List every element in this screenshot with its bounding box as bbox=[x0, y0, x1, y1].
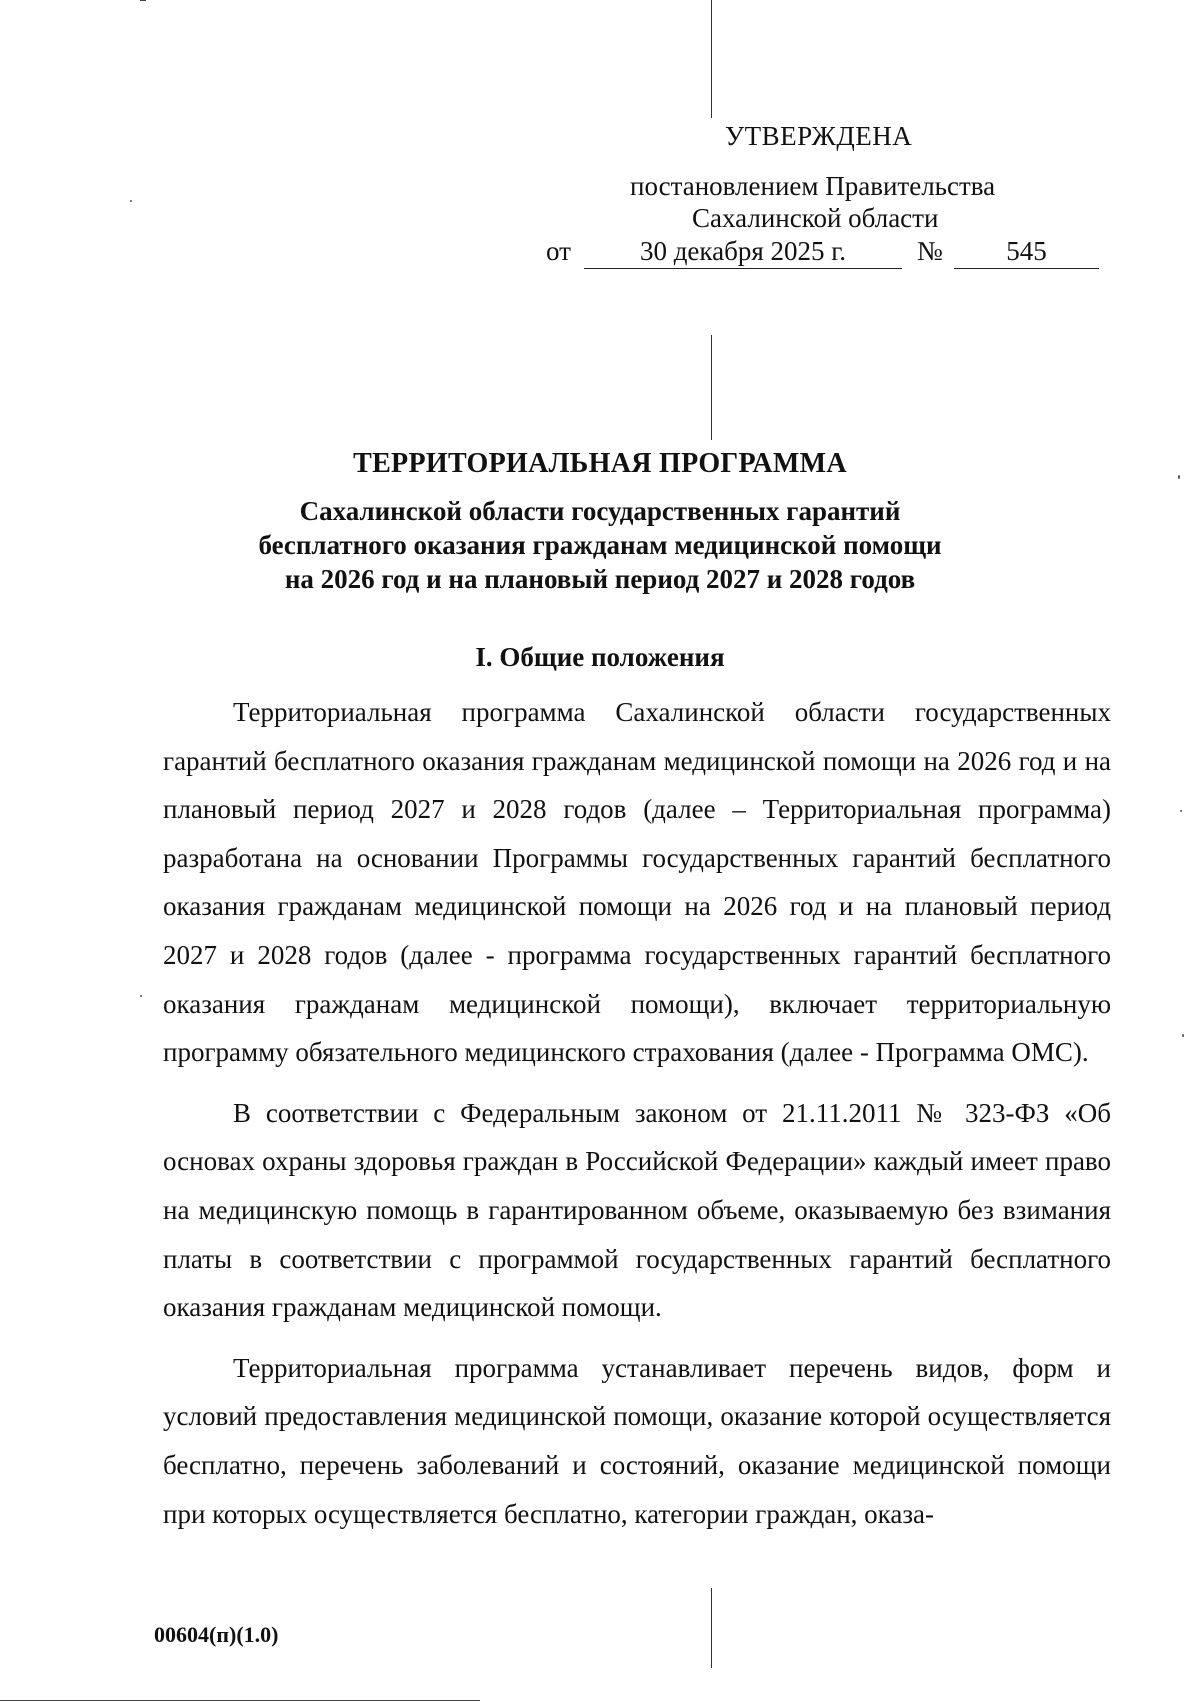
scan-edge-line bbox=[0, 1700, 480, 1701]
scan-fold-line bbox=[711, 1588, 712, 1668]
section-title: I. Общие положения bbox=[475, 642, 725, 672]
approval-date-row bbox=[546, 236, 1106, 270]
scan-speck bbox=[1182, 1034, 1184, 1037]
scan-speck bbox=[140, 995, 142, 997]
approval-title: УТВЕРЖДЕНА bbox=[725, 121, 913, 151]
document-title: ТЕРРИТОРИАЛЬНАЯ ПРОГРАММА bbox=[353, 448, 847, 479]
number-sign: № bbox=[917, 236, 943, 266]
date-prefix: от bbox=[546, 236, 571, 266]
scan-speck bbox=[130, 200, 132, 202]
scan-speck bbox=[1180, 810, 1182, 812]
approval-issuer-line-2: Сахалинской области bbox=[692, 203, 939, 233]
scan-fold-line bbox=[711, 0, 712, 118]
document-subtitle bbox=[0, 494, 1200, 596]
subtitle-line: Сахалинской области государственных гарантий bbox=[299, 496, 901, 526]
body-paragraph: Территориальная программа Сахалинской области государственных гарантий бесплатного оказания гражданам медицинской помощи на 2026 год и на плановый период 2027 и 2028 годов (далее – Территориальная программа) разработана на основании Программы государственных гарантий бесплатного оказания гражданам медицинской помощи на 2026 год и на плановый период 2027 и 2028 годов (далее - программа государственных гарантий бесплатного оказания гражданам медицинской помощи), включает территориальную программу обязательного медицинского страхования (далее - Программа ОМС). bbox=[163, 697, 1111, 1068]
subtitle-line: бесплатного оказания гражданам медицинской помощи bbox=[258, 530, 942, 560]
scan-fold-line bbox=[711, 335, 712, 440]
body-paragraph: Территориальная программа устанавливает перечень видов, форм и условий предоставления медицинской помощи, оказание которой осуществляется бесплатно, перечень заболеваний и состояний, оказание медицинской помощи при которых осуществляется бесплатно, категории граждан, оказа- bbox=[163, 1352, 1111, 1529]
section-body bbox=[163, 688, 1111, 1538]
scan-edge-line bbox=[140, 0, 146, 1]
subtitle-line: на 2026 год и на плановый период 2027 и 2028 годов bbox=[284, 564, 916, 594]
footer-form-code: 00604(п)(1.0) bbox=[154, 1622, 279, 1647]
body-paragraph: В соответствии с Федеральным законом от 21.11.2011 № 323-ФЗ «Об основах охраны здоровья граждан в Российской Федерации» каждый имеет право на медицинскую помощь в гарантированном объеме, оказываемую без взимания платы в соответствии с программой государственных гарантий бесплатного оказания гражданам медицинской помощи. bbox=[163, 1097, 1111, 1323]
approval-issuer-line-1: постановлением Правительства bbox=[630, 171, 996, 201]
approval-number: 545 bbox=[954, 236, 1099, 269]
approval-date: 30 декабря 2025 г. bbox=[584, 236, 902, 269]
